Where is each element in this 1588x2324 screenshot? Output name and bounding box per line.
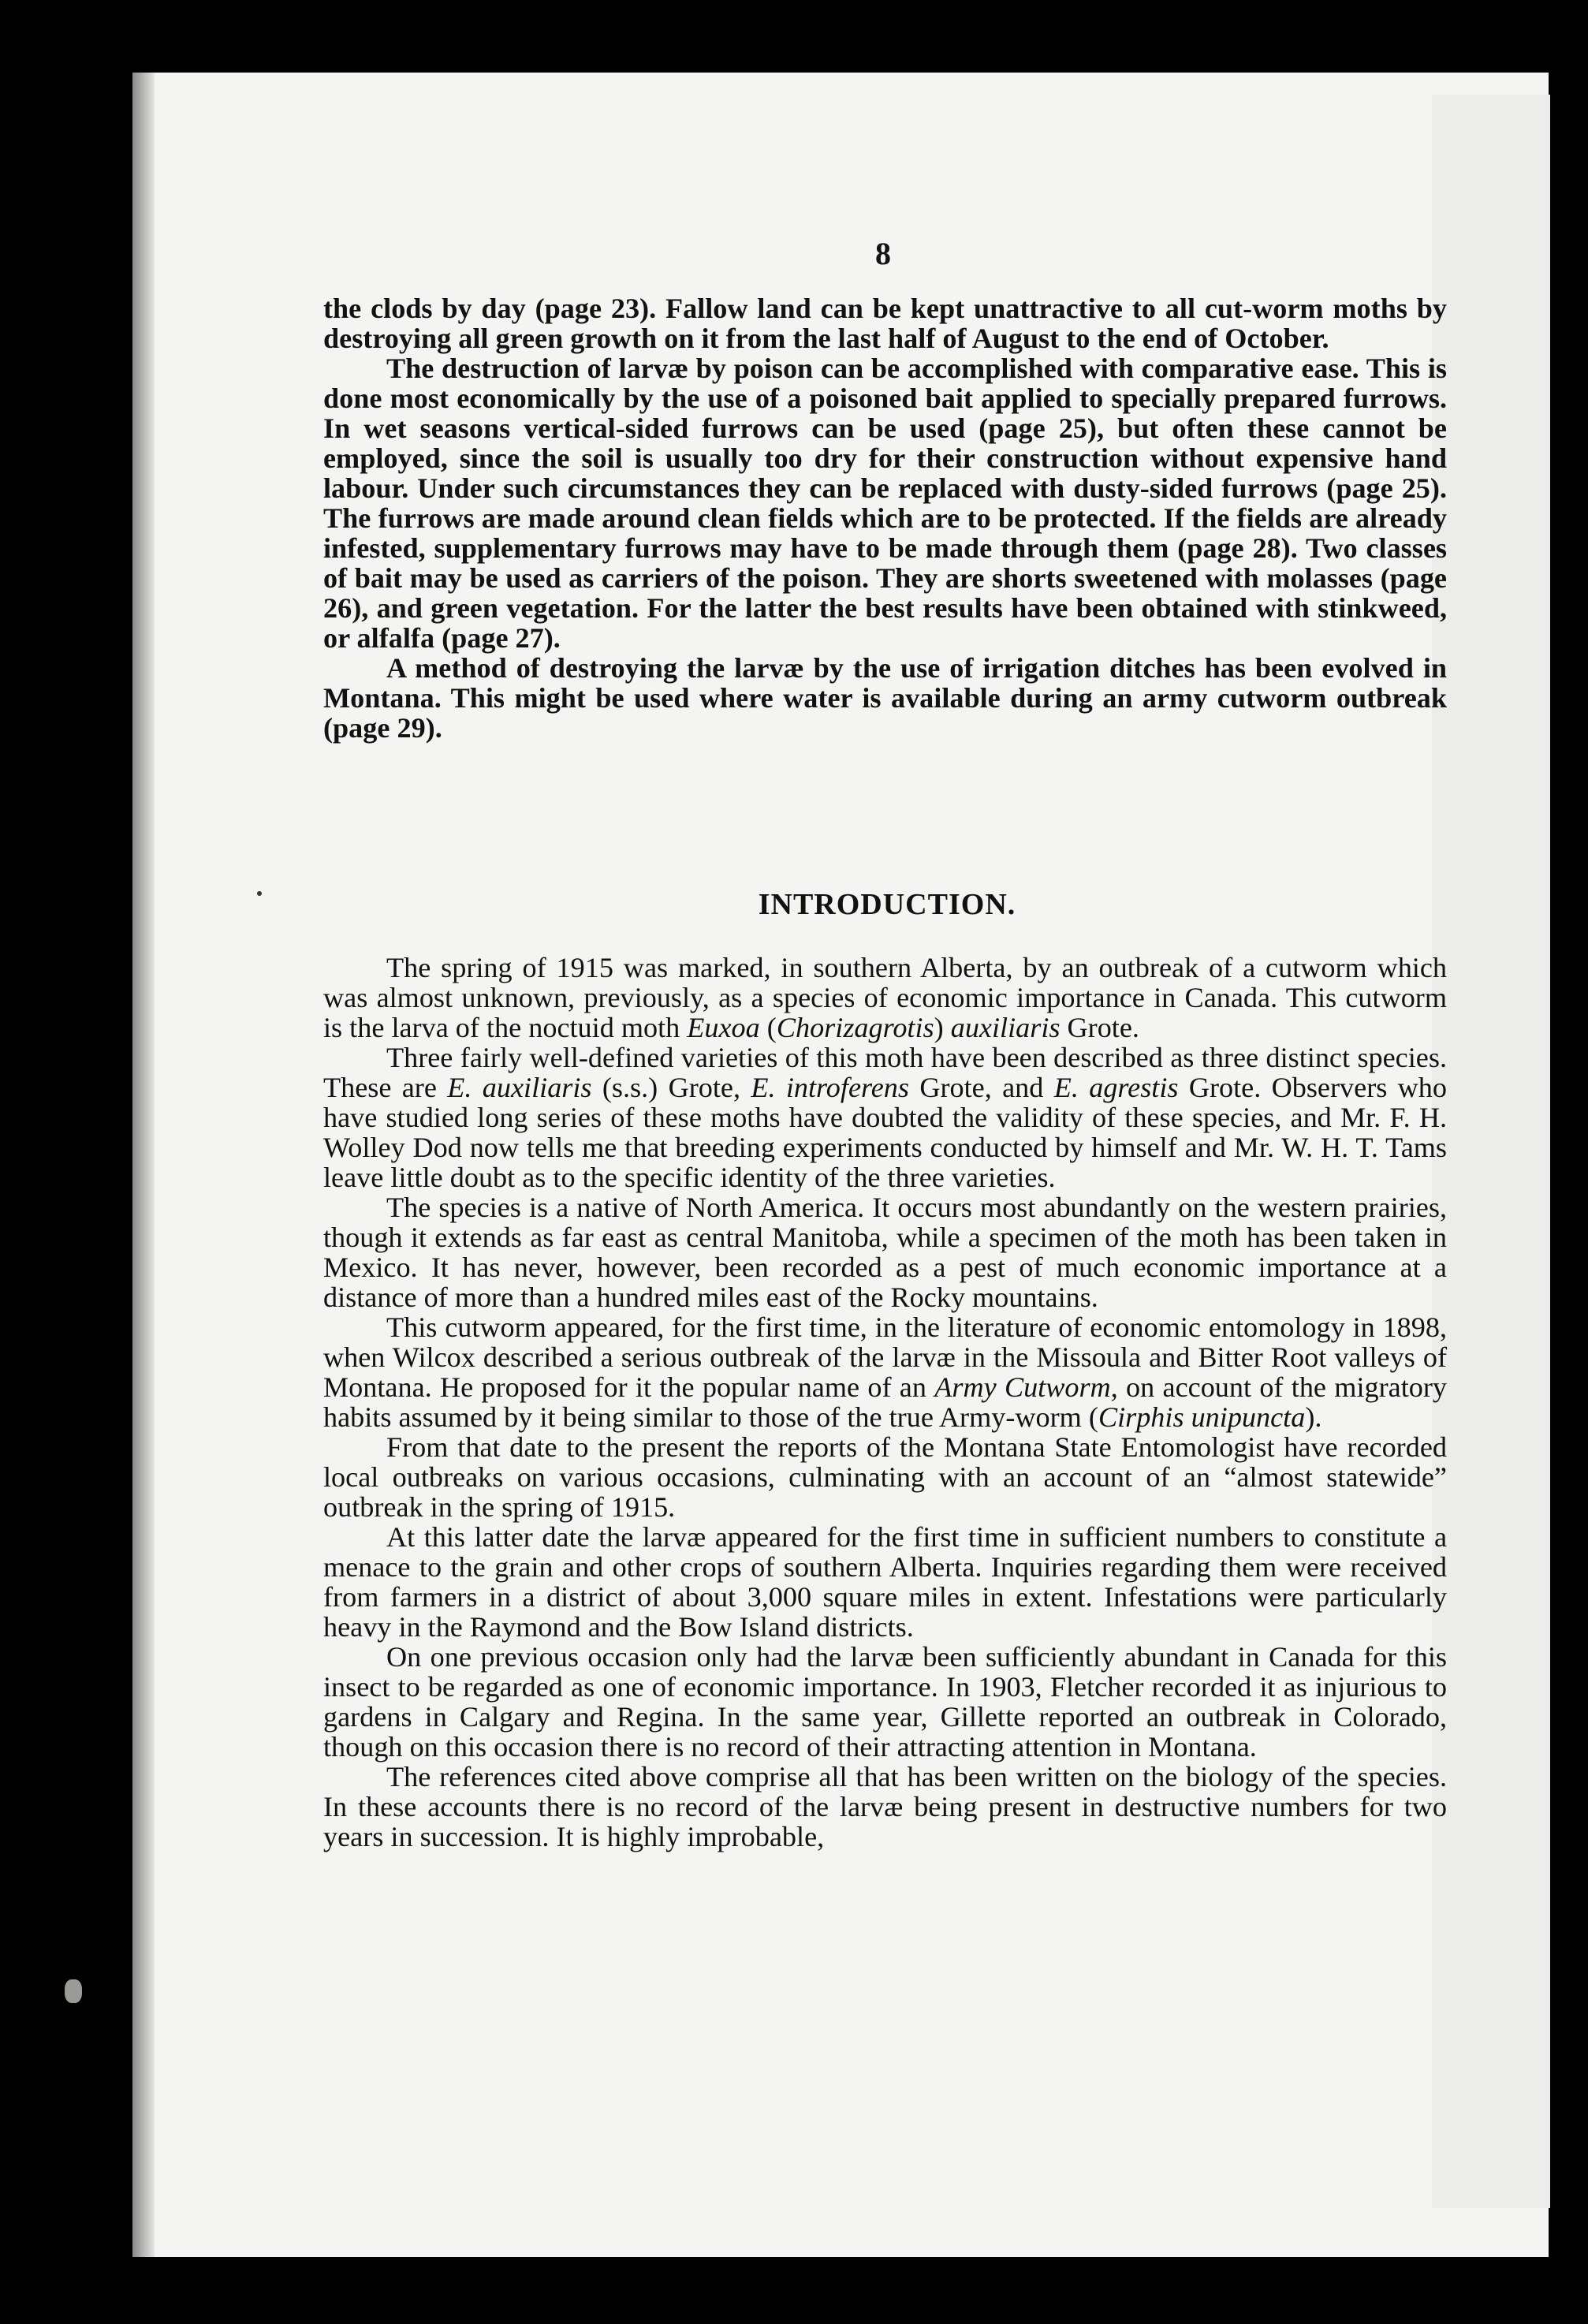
species-name-e-agrestis: E. agrestis <box>1053 1072 1179 1103</box>
intro-paragraph-6: At this latter date the larvæ appeared for the first time in sufficient numbers to constitute a menace to the grain and other crops of southern Alberta. Inquiries regarding them were received from farmers in a district of about 3,000 square miles in extent. Infestations were particularly heavy in the Raymond and the Bow Island districts. <box>323 1521 1447 1643</box>
summary-paragraph-3: A method of destroying the larvæ by the use of irrigation ditches has been evolved in Montana. This might be used where water is available during an army cutworm outbreak (page 29). <box>323 652 1447 744</box>
species-name-e-auxiliaris: E. auxiliaris <box>447 1072 592 1103</box>
intro-p1-text-c: ) <box>934 1012 951 1043</box>
intro-paragraph-5: From that date to the present the reports of the Montana State Entomologist have recorded local outbreaks on various occasions, culminating with an account of an “almost statewide” outbreak in the spring of 1915. <box>323 1431 1447 1523</box>
section-heading: INTRODUCTION. <box>758 888 1016 921</box>
summary-text <box>323 293 1447 743</box>
intro-paragraph-3: The species is a native of North America. It occurs most abundantly on the western prairies, though it extends as far east as central Manitoba, while a specimen of the moth has been taken in Mexico. It has never, however, been recorded as a pest of much economic importance at a distance of more than a hundred miles east of the Rocky mountains. <box>323 1192 1447 1313</box>
page-number: 8 <box>875 236 891 271</box>
species-name-auxiliaris: auxiliaris <box>950 1012 1061 1043</box>
intro-p1-text-a: The spring of 1915 was marked, in southern Alberta, by an outbreak of a cutworm which was almost unknown, previously, as a species of economic importance in Canada. This cutworm is the larva of the noctuid moth <box>323 952 1447 1043</box>
summary-paragraph-1: the clods by day (page 23). Fallow land can be kept unattractive to all cut-worm moths by destroying all green growth on it from the last half of August to the end of October. <box>323 293 1447 354</box>
binding-shadow <box>132 73 155 2257</box>
intro-paragraph-7: On one previous occasion only had the larvæ been sufficiently abundant in Canada for this insect to be regarded as one of economic importance. In 1903, Fletcher recorded it as injurious to gardens in Calgary and Regina. In the same year, Gillette reported an outbreak in Colorado, though on this occasion there is no record of their attracting attention in Montana. <box>323 1641 1447 1763</box>
intro-p4-text-c: ). <box>1305 1401 1322 1433</box>
army-cutworm-term: Army Cutworm <box>934 1371 1111 1403</box>
intro-p2-text-d: Grote. Observers who have studied long series of these moths have doubted the validity of these species, and Mr. F. H. Wolley Dod now tells me that breeding experiments conducted by himself and Mr. W. H. T. Tams leave little doubt as to the specific identity of the three varieties. <box>323 1072 1447 1193</box>
intro-paragraph-4 <box>323 1312 1447 1432</box>
intro-paragraph-2 <box>323 1043 1447 1192</box>
intro-p1-text-b: ( <box>759 1012 777 1043</box>
species-name-euxoa: Euxoa <box>687 1012 760 1043</box>
intro-p2-text-a: Three fairly well-defined varieties of this moth have been described as three distinct species. These are <box>323 1042 1447 1103</box>
species-name-chorizagrotis: Chorizagrotis <box>776 1012 934 1043</box>
intro-p4-text-a: This cutworm appeared, for the first time, in the literature of economic entomology in 1898, when Wilcox described a serious outbreak of the larvæ in the Missoula and Bitter Root valleys of Montana. He proposed for it the popular name of an <box>323 1311 1447 1403</box>
intro-paragraph-8: The references cited above comprise all that has been written on the biology of the species. In these accounts there is no record of the larvæ being present in destructive numbers for two years in succession. It is highly improbable, <box>323 1761 1447 1852</box>
species-name-e-introferens: E. introferens <box>751 1072 909 1103</box>
page-fold <box>1549 73 1564 2257</box>
stray-mark <box>257 891 262 896</box>
summary-paragraph-2: The destruction of larvæ by poison can be accomplished with comparative ease. This is done most economically by the use of a poisoned bait applied to specially prepared furrows. In wet seasons vertical-sided furrows can be used (page 25), but often these cannot be employed, since the soil is usually too dry for their construction without expensive hand labour. Under such circumstances they can be replaced with dusty-sided furrows (page 25). The furrows are made around clean fields which are to be protected. If the fields are already infested, supplementary furrows may have to be made through them (page 28). Two classes of bait may be used as carriers of the poison. They are shorts sweetened with molasses (page 26), and green vegetation. For the latter the best results have been obtained with stinkweed, or alfalfa (page 27). <box>323 353 1447 654</box>
facing-page-edge <box>1432 95 1550 2208</box>
intro-paragraph-1 <box>323 953 1447 1043</box>
intro-p4-text-b: , on account of the migratory habits assumed by it being similar to those of the true Army-worm ( <box>323 1371 1447 1433</box>
species-name-cirphis: Cirphis unipuncta <box>1098 1401 1306 1433</box>
intro-p2-text-b: (s.s.) Grote, <box>591 1072 751 1103</box>
margin-smudge <box>65 1979 82 2003</box>
introduction-text <box>323 953 1447 1852</box>
intro-p2-text-c: Grote, and <box>908 1072 1054 1103</box>
intro-p1-text-d: Grote. <box>1060 1012 1139 1043</box>
